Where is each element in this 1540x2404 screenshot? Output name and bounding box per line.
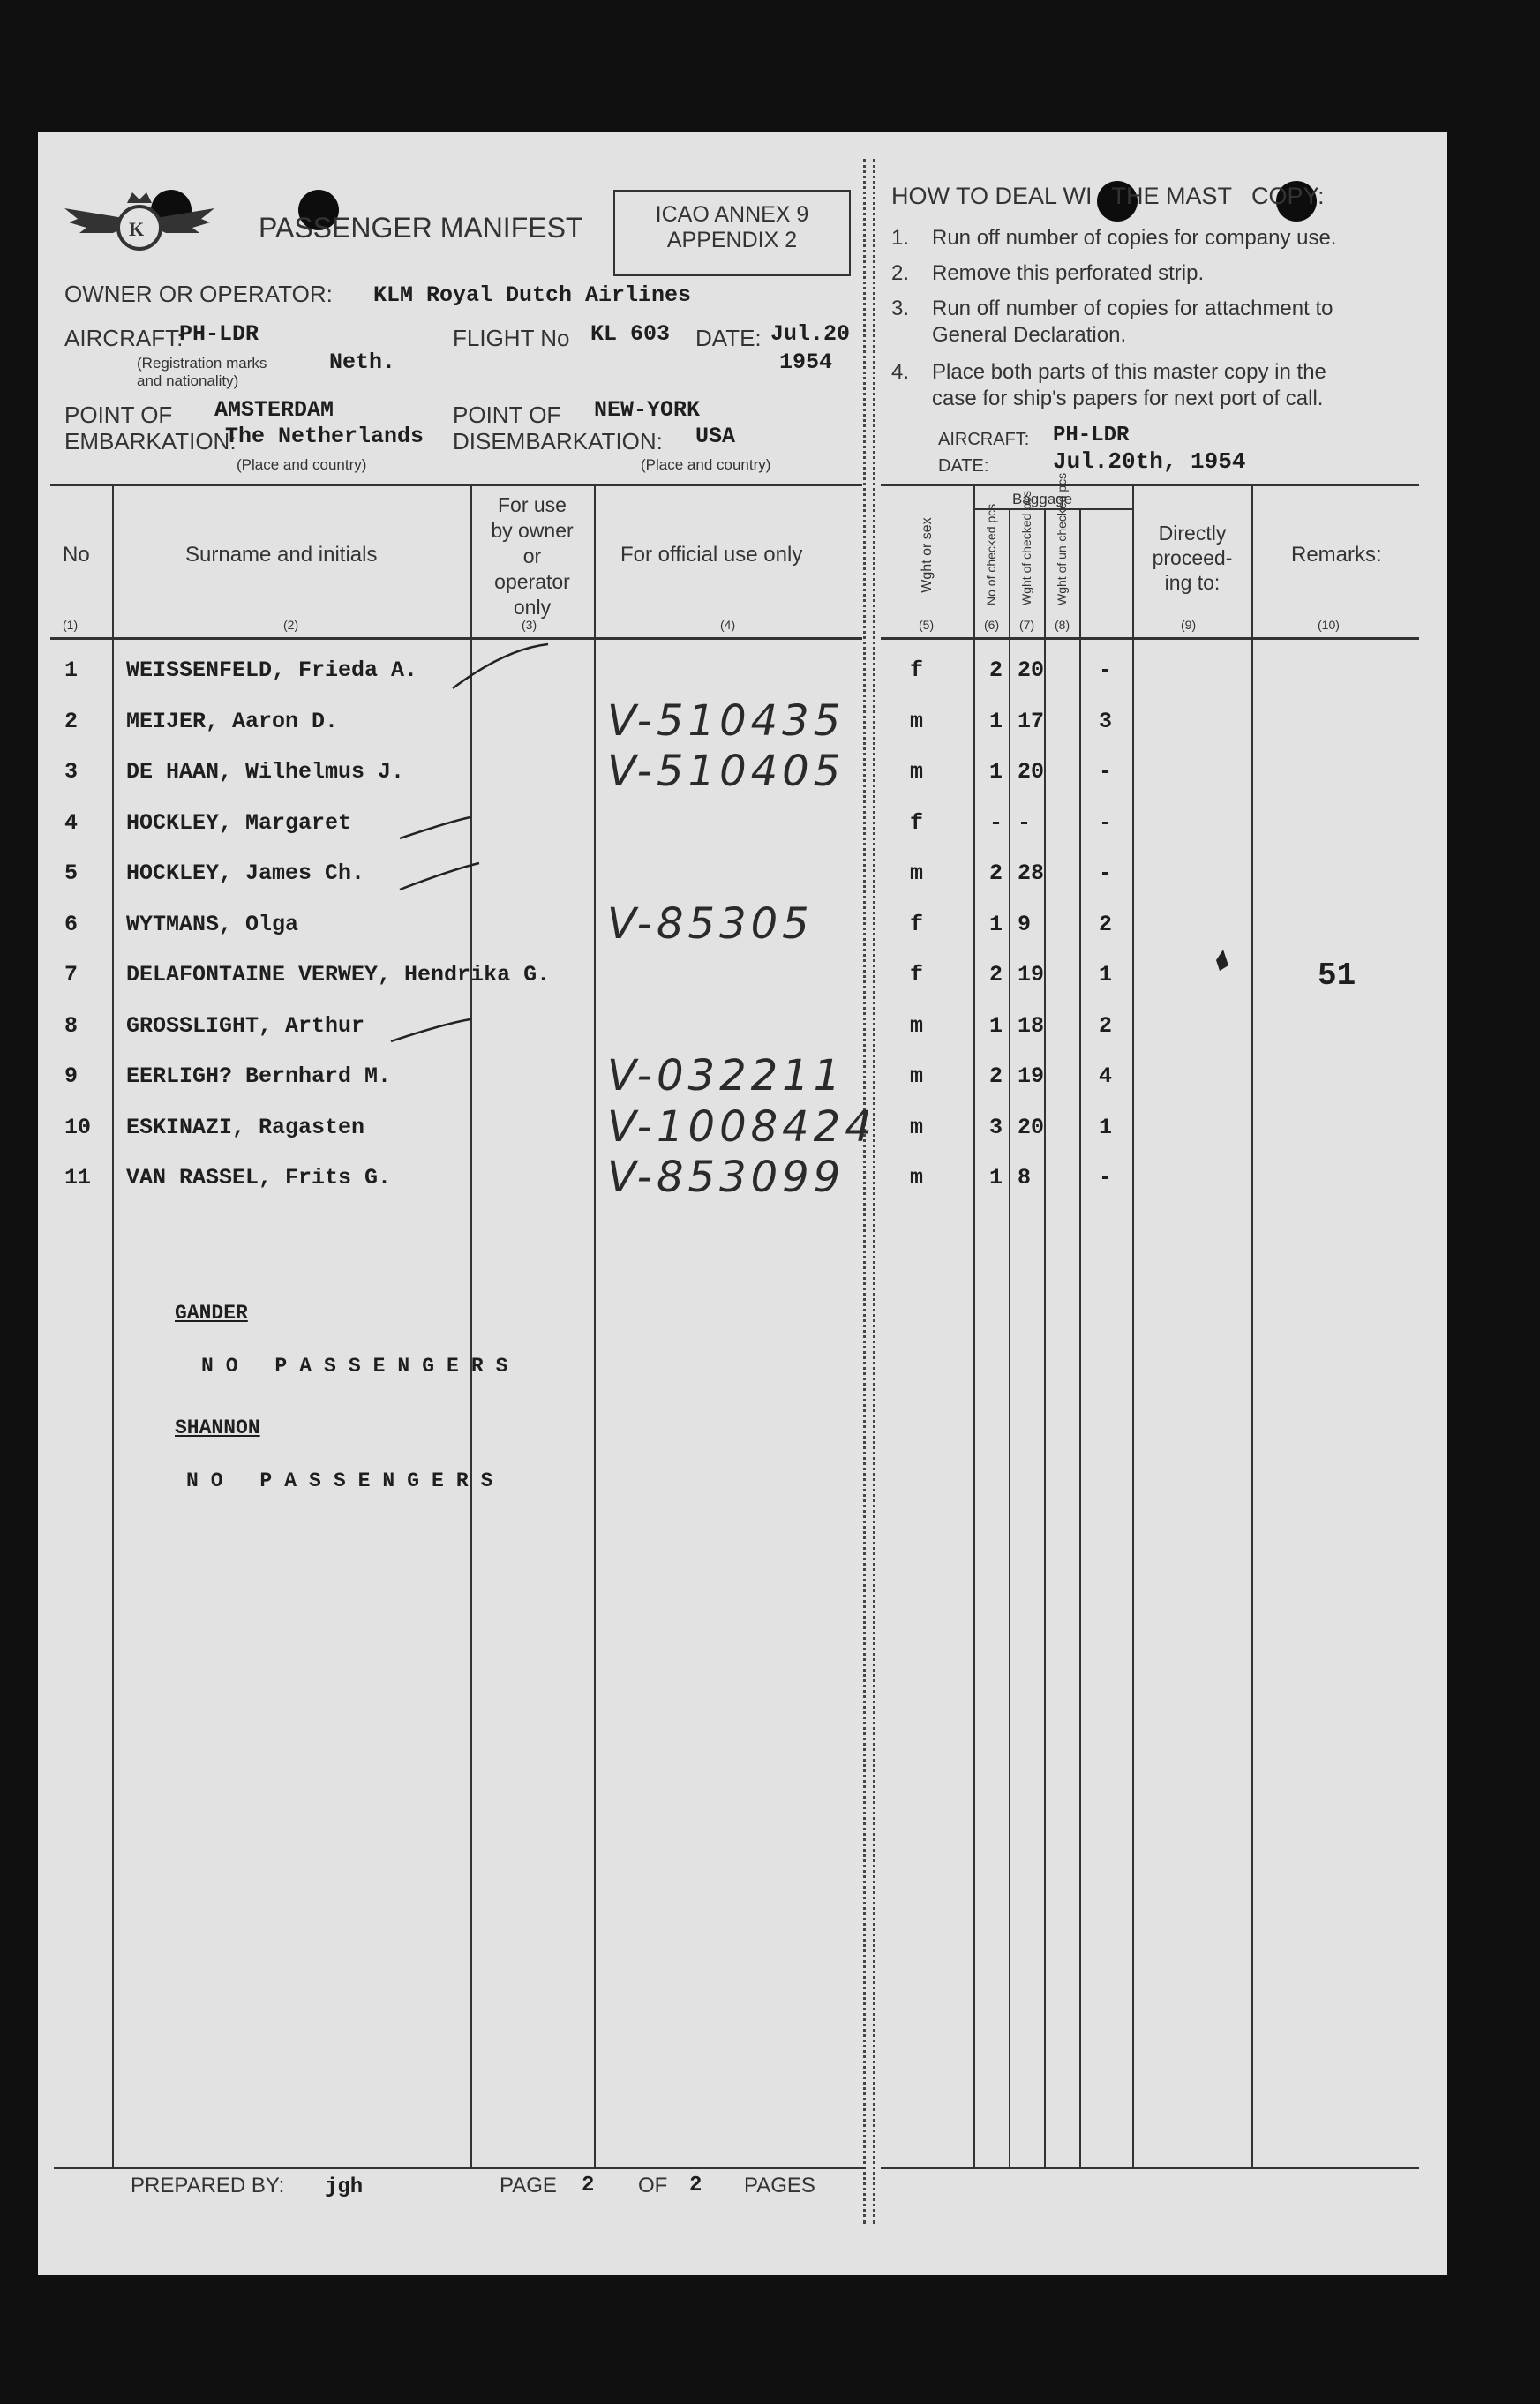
disembark-city: NEW-YORK — [594, 397, 701, 423]
checked-weight: 19 — [1018, 1063, 1045, 1089]
official-number: V-032211 — [607, 1051, 845, 1101]
stop-name: GANDER — [175, 1302, 248, 1325]
passenger-name: HOCKLEY, James Ch. — [126, 860, 365, 886]
checked-weight: 8 — [1018, 1165, 1032, 1191]
date-year: 1954 — [779, 349, 833, 375]
checked-pieces: 2 — [989, 1063, 1003, 1089]
passenger-no: 6 — [64, 912, 79, 937]
passenger-sex: m — [910, 1013, 924, 1039]
official-number: V-853099 — [607, 1153, 845, 1202]
passenger-name: EERLIGH? Bernhard M. — [126, 1063, 392, 1089]
unchecked-weight: 2 — [1099, 1013, 1113, 1039]
passenger-sex: m — [910, 1165, 924, 1191]
unchecked-weight: 3 — [1099, 709, 1113, 734]
checked-pieces: 1 — [989, 709, 1003, 734]
handwritten-strokes-icon — [38, 132, 1447, 2275]
instructions-date-label: DATE: — [938, 456, 989, 476]
passenger-no: 7 — [64, 962, 79, 988]
instructions-date-value: Jul.20th, 1954 — [1053, 448, 1246, 475]
instruction-item: 2. Remove this perforated strip. — [891, 261, 1205, 285]
checked-pieces: 1 — [989, 912, 1003, 937]
checked-pieces: 1 — [989, 759, 1003, 785]
prepared-label: PREPARED BY: — [131, 2174, 285, 2197]
col-baggage: Baggage — [1012, 491, 1073, 507]
checked-pieces: 2 — [989, 860, 1003, 886]
checked-pieces: 2 — [989, 657, 1003, 683]
col-unchecked-wght: Wght of un-checked pcs — [1055, 472, 1069, 605]
col-index: (2) — [283, 618, 299, 632]
passenger-no: 2 — [64, 709, 79, 734]
instruction-item: 3. Run off number of copies for attachment to General Declaration. — [891, 297, 1333, 347]
passenger-name: DE HAAN, Wilhelmus J. — [126, 759, 405, 785]
checked-weight: 28 — [1018, 860, 1045, 886]
passenger-name: WYTMANS, Olga — [126, 912, 299, 937]
checked-weight: 18 — [1018, 1013, 1045, 1039]
checked-weight: - — [1018, 810, 1032, 836]
passenger-name: VAN RASSEL, Frits G. — [126, 1165, 392, 1191]
col-index: (7) — [1019, 618, 1035, 632]
disembark-label: POINT OF — [453, 402, 561, 428]
date-value: Jul.20 — [770, 321, 851, 347]
page-title: PASSENGER MANIFEST — [259, 212, 583, 244]
instruction-item: 4. Place both parts of this master copy in the case for ship's papers for next port of call. — [891, 360, 1326, 410]
annex-line-1: ICAO ANNEX 9 — [655, 202, 809, 227]
col-directly: Directly proceed- ing to: — [1152, 522, 1233, 594]
checked-weight: 20 — [1018, 1115, 1045, 1140]
checked-weight: 20 — [1018, 759, 1045, 785]
passenger-name: GROSSLIGHT, Arthur — [126, 1013, 365, 1039]
col-checked-wght: Wght of checked pcs — [1019, 491, 1033, 605]
passenger-no: 1 — [64, 657, 79, 683]
aircraft-label: AIRCRAFT: — [64, 325, 184, 351]
unchecked-weight: 4 — [1099, 1063, 1113, 1089]
passenger-sex: f — [910, 962, 924, 988]
official-number: V-85305 — [607, 899, 814, 949]
passenger-name: HOCKLEY, Margaret — [126, 810, 352, 836]
stop-text: NO PASSENGERS — [186, 1469, 506, 1492]
owner-label: OWNER OR OPERATOR: — [64, 281, 333, 307]
unchecked-weight: 2 — [1099, 912, 1113, 937]
col-no: No — [63, 543, 90, 567]
nationality-value: Neth. — [329, 349, 396, 375]
embark-country: The Netherlands — [225, 424, 424, 449]
page-label: PAGE — [500, 2174, 557, 2197]
disembark-country: USA — [695, 424, 736, 449]
aircraft-value: PH-LDR — [179, 321, 259, 347]
passenger-sex: f — [910, 657, 924, 683]
col-index: (3) — [522, 618, 537, 632]
flight-label: FLIGHT No — [453, 325, 570, 351]
unchecked-weight: - — [1099, 1165, 1113, 1191]
annex-line-2: APPENDIX 2 — [666, 228, 798, 252]
svg-text:K: K — [129, 218, 145, 240]
passenger-name: ESKINAZI, Ragasten — [126, 1115, 365, 1140]
col-checked-pcs: No of checked pcs — [984, 503, 998, 605]
of-label: OF — [638, 2174, 668, 2197]
passenger-sex: f — [910, 912, 924, 937]
embark-note: (Place and country) — [237, 456, 367, 473]
passenger-no: 3 — [64, 759, 79, 785]
stop-text: NO PASSENGERS — [201, 1355, 521, 1378]
passenger-sex: m — [910, 1063, 924, 1089]
registration-note: and nationality) — [137, 372, 239, 389]
col-index: (5) — [919, 618, 935, 632]
unchecked-weight: - — [1099, 810, 1113, 836]
unchecked-weight: - — [1099, 657, 1113, 683]
embark-city: AMSTERDAM — [214, 397, 334, 423]
prepared-value: jgh — [325, 2175, 364, 2199]
col-index: (10) — [1318, 618, 1340, 632]
checked-weight: 9 — [1018, 912, 1032, 937]
checked-pieces: 1 — [989, 1165, 1003, 1191]
passenger-name: WEISSENFELD, Frieda A. — [126, 657, 418, 683]
passenger-no: 10 — [64, 1115, 92, 1140]
col-index: (4) — [720, 618, 736, 632]
col-official: For official use only — [620, 543, 803, 567]
col-index: (6) — [984, 618, 1000, 632]
passenger-sex: m — [910, 759, 924, 785]
passenger-sex: f — [910, 810, 924, 836]
owner-value: KLM Royal Dutch Airlines — [373, 282, 692, 308]
official-number: V-510435 — [607, 696, 845, 746]
unchecked-weight: - — [1099, 759, 1113, 785]
col-weight-sex: Wght or sex — [920, 517, 935, 593]
col-index: (9) — [1181, 618, 1197, 632]
passenger-no: 5 — [64, 860, 79, 886]
col-surname: Surname and initials — [185, 543, 378, 567]
checked-pieces: 3 — [989, 1115, 1003, 1140]
disembark-note: (Place and country) — [641, 456, 771, 473]
col-remarks: Remarks: — [1291, 543, 1382, 567]
unchecked-weight: 1 — [1099, 962, 1113, 988]
col-index: (8) — [1055, 618, 1070, 632]
instruction-item: 1. Run off number of copies for company use. — [891, 226, 1337, 250]
col-owner-use: For use by owner or operator only — [491, 493, 574, 619]
passenger-no: 8 — [64, 1013, 79, 1039]
checked-weight: 19 — [1018, 962, 1045, 988]
instructions-title: HOW TO DEAL WI THE MAST COPY: — [891, 183, 1325, 209]
col-index: (1) — [63, 618, 79, 632]
stop-name: SHANNON — [175, 1416, 260, 1439]
passenger-name: MEIJER, Aaron D. — [126, 709, 339, 734]
passenger-sex: m — [910, 860, 924, 886]
official-number: V-1008424 — [607, 1102, 876, 1152]
remarks-total: 51 — [1318, 958, 1356, 994]
flight-value: KL 603 — [590, 321, 671, 347]
passenger-sex: m — [910, 1115, 924, 1140]
embark-label: EMBARKATION: — [64, 428, 237, 455]
manifest-page — [38, 132, 1447, 2275]
passenger-no: 4 — [64, 810, 79, 836]
checked-pieces: 1 — [989, 1013, 1003, 1039]
passenger-sex: m — [910, 709, 924, 734]
passenger-no: 9 — [64, 1063, 79, 1089]
instructions-aircraft-value: PH-LDR — [1053, 424, 1130, 447]
checked-weight: 17 — [1018, 709, 1045, 734]
registration-note: (Registration marks — [137, 355, 267, 372]
instructions-aircraft-label: AIRCRAFT: — [938, 430, 1030, 449]
checked-pieces: - — [989, 810, 1003, 836]
unchecked-weight: - — [1099, 860, 1113, 886]
passenger-no: 11 — [64, 1165, 92, 1191]
checked-weight: 20 — [1018, 657, 1045, 683]
passenger-name: DELAFONTAINE VERWEY, Hendrika G. — [126, 962, 551, 988]
official-number: V-510405 — [607, 747, 845, 796]
date-label: DATE: — [695, 325, 762, 351]
checked-pieces: 2 — [989, 962, 1003, 988]
unchecked-weight: 1 — [1099, 1115, 1113, 1140]
of-value: 2 — [689, 2174, 702, 2197]
disembark-label: DISEMBARKATION: — [453, 428, 663, 455]
pages-label: PAGES — [744, 2174, 815, 2197]
page-value: 2 — [582, 2174, 595, 2197]
embark-label: POINT OF — [64, 402, 173, 428]
